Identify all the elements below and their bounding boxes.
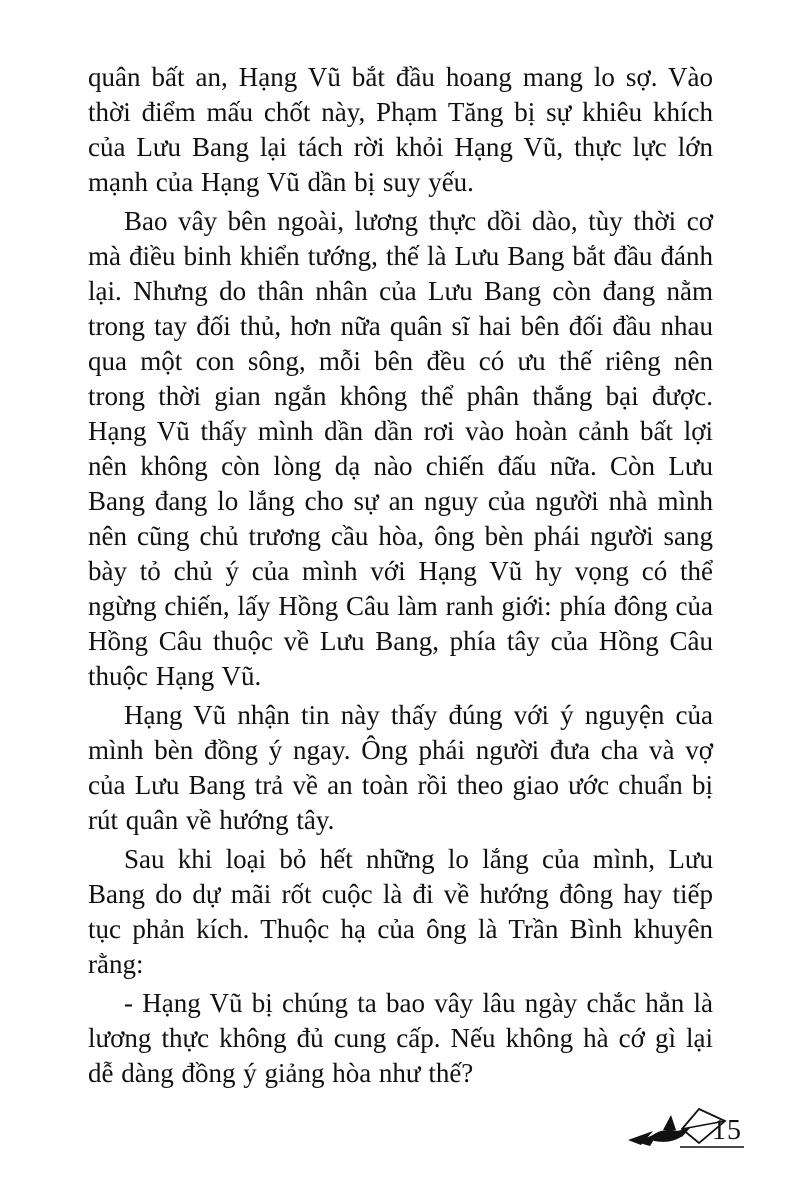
paragraph-2: Bao vây bên ngoài, lương thực dồi dào, tùy thời cơ mà điều binh khiển tướng, thế là Lưu Bang bắt đầu đánh lại. Nhưng do thân nhân của Lưu Bang còn đang nằm trong tay đối thủ, hơn nữa quân sĩ hai bên đối đầu nhau qua một con sông, mỗi bên đều có ưu thế riêng nên trong thời gian ngắn không thể phân thắng bại được. Hạng Vũ thấy mình dần dần rơi vào hoàn cảnh bất lợi nên không còn lòng dạ nào chiến đấu nữa. Còn Lưu Bang đang lo lắng cho sự an nguy của người nhà mình nên cũng chủ trương cầu hòa, ông bèn phái người sang bày tỏ chủ ý của mình với Hạng Vũ hy vọng có thể ngừng chiến, lấy Hồng Câu làm ranh giới: phía đông của Hồng Câu thuộc về Lưu Bang, phía tây của Hồng Câu thuộc Hạng Vũ.: [88, 206, 713, 691]
page-footer: [628, 1104, 788, 1156]
paragraph-5: - Hạng Vũ bị chúng ta bao vây lâu ngày chắc hẳn là lương thực không đủ cung cấp. Nếu không hà cớ gì lại dễ dàng đồng ý giảng hòa như thế?: [88, 988, 713, 1088]
bird-kite-ornament: [628, 1104, 783, 1154]
paragraph-3: Hạng Vũ nhận tin này thấy đúng với ý nguyện của mình bèn đồng ý ngay. Ông phái người đưa cha và vợ của Lưu Bang trả về an toàn rồi theo giao ước chuẩn bị rút quân về hướng tây.: [88, 700, 713, 835]
page-text: [88, 60, 713, 1095]
page-number: 15: [712, 1115, 742, 1146]
paragraph-4: Sau khi loại bỏ hết những lo lắng của mình, Lưu Bang do dự mãi rốt cuộc là đi về hướng đông hay tiếp tục phản kích. Thuộc hạ của ông là Trần Bình khuyên rằng:: [88, 844, 713, 979]
paragraph-1: quân bất an, Hạng Vũ bắt đầu hoang mang lo sợ. Vào thời điểm mấu chốt này, Phạm Tăng bị sự khiêu khích của Lưu Bang lại tách rời khỏi Hạng Vũ, thực lực lớn mạnh của Hạng Vũ dần bị suy yếu.: [88, 62, 713, 197]
